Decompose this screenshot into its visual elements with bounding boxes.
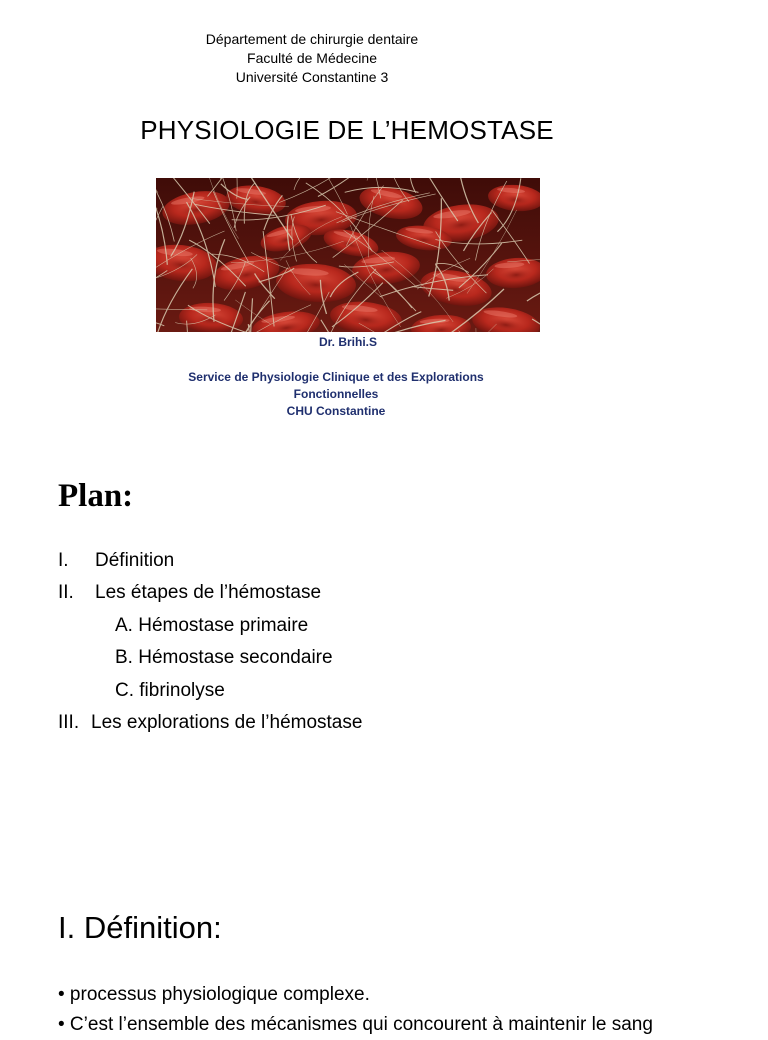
plan-subitem-label: C. fibrinolyse bbox=[115, 679, 225, 701]
department-line: Département de chirurgie dentaire bbox=[205, 31, 419, 47]
plan-subitem-label: A. Hémostase primaire bbox=[115, 614, 309, 636]
plan-item-label: Les étapes de l’hémostase bbox=[95, 582, 322, 604]
plan-subitem-label: B. Hémostase secondaire bbox=[115, 647, 333, 669]
plan-item bbox=[58, 707, 738, 739]
service-line-1: Service de Physiologie Clinique et des Explorations bbox=[188, 370, 484, 384]
plan-item-number: III. bbox=[58, 711, 80, 733]
service-block bbox=[156, 369, 516, 420]
author-name: Dr. Brihi.S bbox=[318, 335, 377, 349]
institution-header bbox=[162, 30, 462, 87]
plan-item-label: Les explorations de l’hémostase bbox=[91, 711, 363, 733]
plan-item-indent bbox=[58, 610, 115, 642]
university-line: Université Constantine 3 bbox=[235, 69, 389, 85]
bullet-item: • C’est l’ensemble des mécanismes qui concourent à maintenir le sang bbox=[58, 1014, 653, 1035]
plan-subitem bbox=[58, 675, 738, 707]
document-title: PHYSIOLOGIE DE L’HEMOSTASE bbox=[140, 115, 554, 145]
definition-bullets bbox=[58, 980, 738, 1040]
definition-section-title: I. Définition: bbox=[58, 910, 222, 945]
plan-item-label: Définition bbox=[95, 550, 175, 571]
plan-list bbox=[58, 545, 738, 739]
plan-item-indent bbox=[58, 642, 115, 674]
plan-item-number: I. bbox=[58, 550, 69, 571]
plan-subitem bbox=[58, 610, 738, 642]
hero-image bbox=[156, 178, 540, 332]
plan-item-number: II. bbox=[58, 582, 74, 604]
service-line-2: Fonctionnelles bbox=[293, 387, 379, 401]
bullet-item: • processus physiologique complexe. bbox=[58, 984, 370, 1005]
service-line-3: CHU Constantine bbox=[286, 404, 386, 418]
blood-clot-illustration bbox=[156, 178, 540, 332]
plan-item bbox=[58, 577, 738, 609]
plan-heading: Plan: bbox=[58, 478, 134, 514]
plan-subitem bbox=[58, 642, 738, 674]
plan-item-indent bbox=[58, 675, 115, 707]
plan-item bbox=[58, 545, 738, 577]
faculty-line: Faculté de Médecine bbox=[247, 50, 377, 66]
